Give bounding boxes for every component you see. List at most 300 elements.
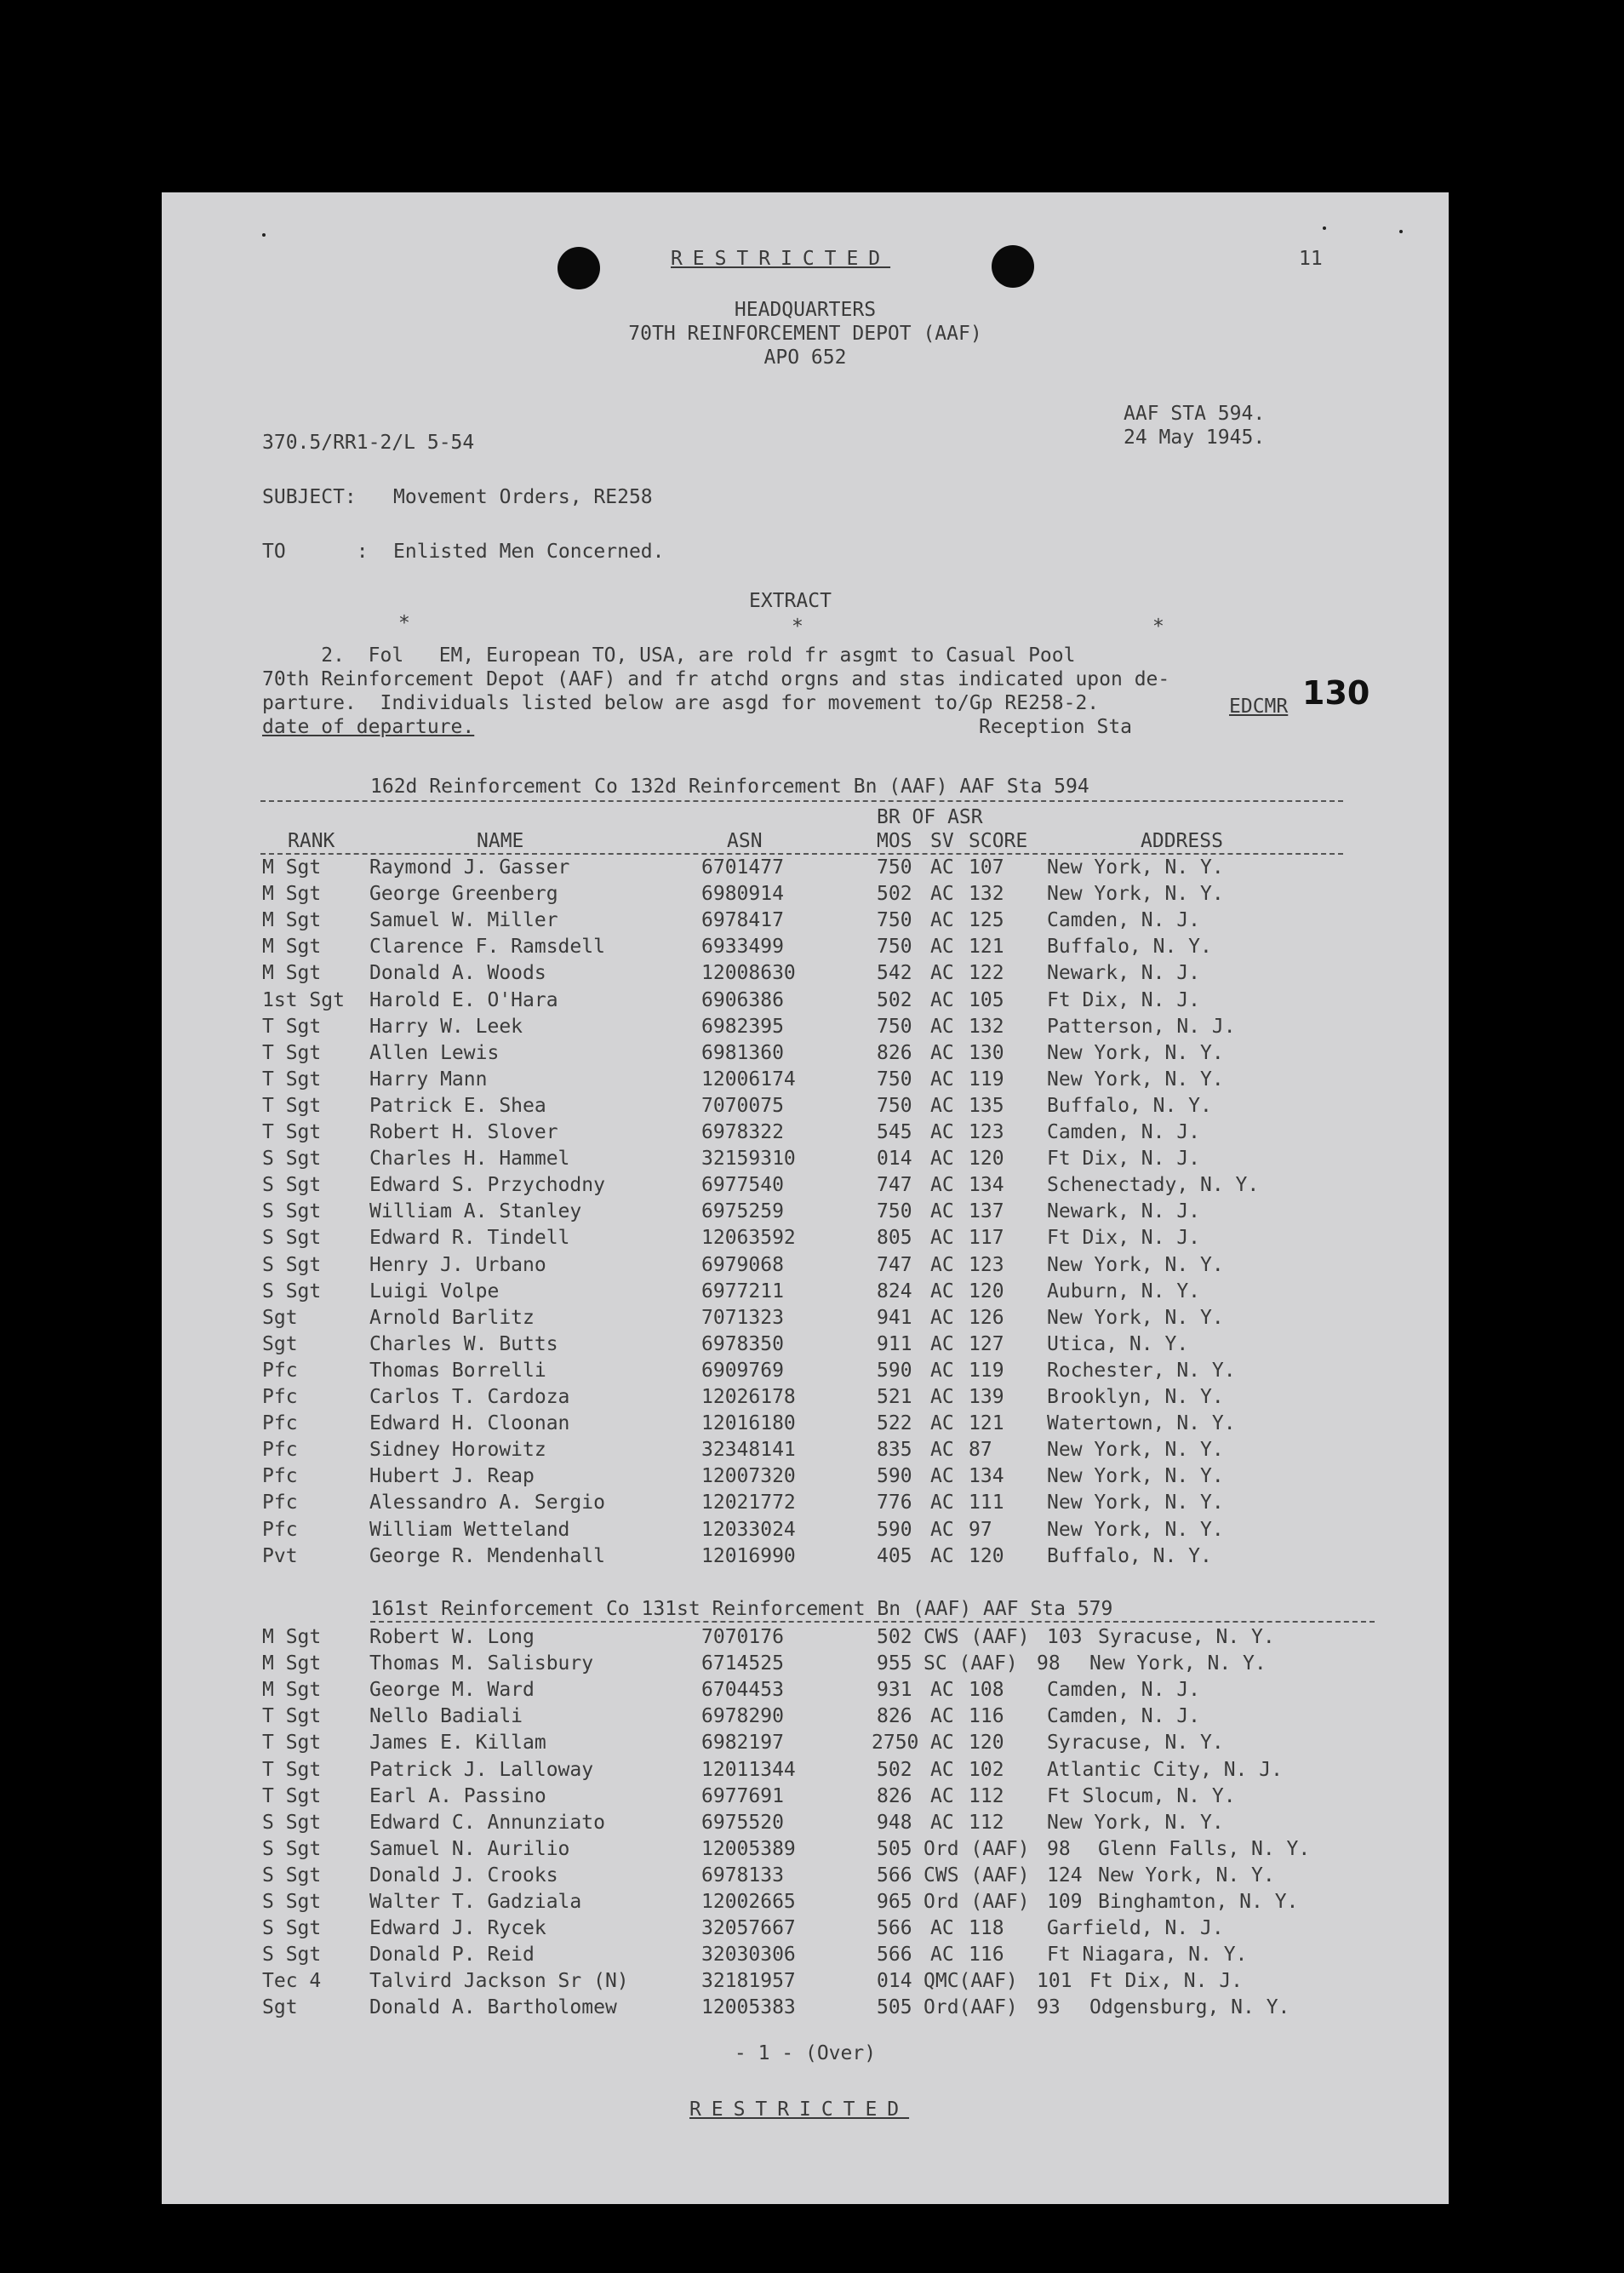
cell-mos: 747 <box>877 1253 912 1276</box>
cell-rank: T Sgt <box>262 1094 322 1117</box>
cell-sv: Ord (AAF) <box>924 1891 1030 1913</box>
cell-name: Luigi Volpe <box>369 1280 500 1303</box>
extract-heading: EXTRACT <box>749 590 832 612</box>
cell-mos: 502 <box>877 1758 912 1781</box>
cell-rank: Pfc <box>262 1491 298 1514</box>
cell-sv: SC (AAF) <box>924 1652 1018 1675</box>
cell-score: 102 <box>969 1758 1004 1781</box>
cell-rank: S Sgt <box>262 1148 322 1171</box>
cell-name: Edward S. Przychodny <box>369 1174 605 1197</box>
cell-mos: 965 <box>877 1891 912 1913</box>
cell-rank: M Sgt <box>262 1652 322 1675</box>
cell-mos: 824 <box>877 1280 912 1303</box>
subject-value: Movement Orders, RE258 <box>393 486 653 508</box>
cell-rank: S Sgt <box>262 1837 322 1860</box>
cell-rank: Sgt <box>262 1996 298 2019</box>
cell-address: Ft Dix, N. J. <box>1089 1970 1244 1993</box>
cell-sv: AC <box>930 1811 954 1834</box>
cell-mos: 405 <box>877 1544 912 1567</box>
cell-asn: 6714525 <box>701 1652 784 1675</box>
punch-hole-right <box>992 245 1034 288</box>
cell-sv: AC <box>930 1465 954 1488</box>
table-row <box>162 1864 1449 1891</box>
cell-name: Harold E. O'Hara <box>369 988 558 1011</box>
cell-score: 127 <box>969 1332 1004 1355</box>
cell-mos: 014 <box>877 1148 912 1171</box>
cell-rank: T Sgt <box>262 1758 322 1781</box>
cell-sv: AC <box>930 1705 954 1728</box>
cell-mos: 014 <box>877 1970 912 1993</box>
unit-line: 70TH REINFORCEMENT DEPOT (AAF) <box>628 323 982 345</box>
cell-address: Buffalo, N. Y. <box>1047 1544 1212 1567</box>
table-row <box>162 1148 1449 1174</box>
cell-address: Utica, N. Y. <box>1047 1332 1189 1355</box>
cell-sv: CWS (AAF) <box>924 1626 1030 1648</box>
cell-sv: AC <box>930 1200 954 1223</box>
table-row <box>162 1016 1449 1042</box>
table-row <box>162 936 1449 962</box>
section-1-title: 162d Reinforcement Co 132d Reinforcement Bn (AAF) AAF Sta 594 <box>370 776 1089 798</box>
cell-name: Robert H. Slover <box>369 1121 558 1143</box>
cell-asn: 12006174 <box>701 1068 796 1091</box>
cell-mos: 502 <box>877 883 912 906</box>
cell-sv: AC <box>930 883 954 906</box>
header-rule <box>260 853 1343 855</box>
cell-name: Alessandro A. Sergio <box>369 1491 605 1514</box>
cell-mos: 502 <box>877 988 912 1011</box>
cell-asn: 32348141 <box>701 1439 796 1462</box>
cell-address: New York, N. Y. <box>1047 1491 1224 1514</box>
cell-sv: AC <box>930 962 954 985</box>
cell-score: 109 <box>1047 1891 1083 1913</box>
cell-score: 93 <box>1037 1996 1061 2019</box>
cell-sv: AC <box>930 1944 954 1967</box>
classification-bottom: RESTRICTED <box>689 2098 910 2121</box>
cell-mos: 750 <box>877 1094 912 1117</box>
cell-name: George Greenberg <box>369 883 558 906</box>
table-row <box>162 1280 1449 1307</box>
cell-asn: 6701477 <box>701 856 784 879</box>
cell-mos: 522 <box>877 1412 912 1435</box>
speck <box>1399 230 1403 233</box>
cell-asn: 6975520 <box>701 1811 784 1834</box>
cell-sv: AC <box>930 1412 954 1435</box>
cell-mos: 931 <box>877 1679 912 1702</box>
cell-rank: Tec 4 <box>262 1970 322 1993</box>
paragraph-line-1: 2. Fol EM, European TO, USA, are rold fr asgmt to Casual Pool <box>262 644 1076 667</box>
cell-asn: 6978133 <box>701 1864 784 1887</box>
cell-sv: AC <box>930 1439 954 1462</box>
cell-name: Patrick J. Lalloway <box>369 1758 594 1781</box>
cell-rank: S Sgt <box>262 1917 322 1940</box>
col-header-asn: ASN <box>727 830 763 852</box>
paragraph-line-3: parture. Individuals listed below are asgd for movement to/Gp RE258-2. <box>262 692 1100 714</box>
cell-address: Camden, N. J. <box>1047 1679 1201 1702</box>
section-2-title: 161st Reinforcement Co 131st Reinforcement Bn (AAF) AAF Sta 579 <box>370 1598 1113 1620</box>
cell-mos: 505 <box>877 1837 912 1860</box>
cell-rank: T Sgt <box>262 1041 322 1064</box>
cell-name: Edward C. Annunziato <box>369 1811 605 1834</box>
apo-line: APO 652 <box>763 346 847 369</box>
cell-asn: 12063592 <box>701 1227 796 1250</box>
cell-address: New York, N. Y. <box>1047 856 1224 879</box>
cell-asn: 12026178 <box>701 1386 796 1408</box>
cell-score: 134 <box>969 1465 1004 1488</box>
cell-sv: AC <box>930 1306 954 1329</box>
cell-name: Raymond J. Gasser <box>369 856 570 879</box>
cell-sv: AC <box>930 1679 954 1702</box>
table-row <box>162 1360 1449 1386</box>
cell-asn: 12008630 <box>701 962 796 985</box>
col-header-name: NAME <box>477 830 524 852</box>
cell-asn: 7070075 <box>701 1094 784 1117</box>
asterisk-1: * <box>398 612 410 634</box>
cell-score: 103 <box>1047 1626 1083 1648</box>
cell-address: Garfield, N. J. <box>1047 1917 1224 1940</box>
table-row <box>162 1679 1449 1705</box>
cell-asn: 6977540 <box>701 1174 784 1197</box>
cell-score: 119 <box>969 1068 1004 1091</box>
table-row <box>162 1626 1449 1652</box>
table-row <box>162 1838 1449 1864</box>
cell-rank: S Sgt <box>262 1227 322 1250</box>
cell-asn: 12021772 <box>701 1491 796 1514</box>
section-1-rule <box>260 800 1343 802</box>
cell-score: 121 <box>969 936 1004 959</box>
cell-address: New York, N. Y. <box>1047 1439 1224 1462</box>
cell-score: 126 <box>969 1306 1004 1329</box>
cell-mos: 750 <box>877 1200 912 1223</box>
cell-rank: T Sgt <box>262 1121 322 1143</box>
cell-mos: 521 <box>877 1386 912 1408</box>
table-row <box>162 1068 1449 1095</box>
cell-mos: 750 <box>877 936 912 959</box>
cell-score: 111 <box>969 1491 1004 1514</box>
cell-sv: AC <box>930 1758 954 1781</box>
table-row <box>162 1095 1449 1121</box>
table-row <box>162 1042 1449 1068</box>
cell-name: Donald A. Woods <box>369 962 546 985</box>
cell-sv: AC <box>930 1015 954 1038</box>
cell-address: Newark, N. J. <box>1047 962 1201 985</box>
cell-name: Thomas M. Salisbury <box>369 1652 594 1675</box>
cell-mos: 776 <box>877 1491 912 1514</box>
cell-rank: Sgt <box>262 1306 298 1329</box>
cell-mos: 835 <box>877 1439 912 1462</box>
cell-name: Samuel W. Miller <box>369 909 558 932</box>
cell-rank: S Sgt <box>262 1811 322 1834</box>
table-row <box>162 1759 1449 1785</box>
to-label: TO : <box>262 541 369 563</box>
cell-sv: Ord(AAF) <box>924 1996 1018 2019</box>
cell-mos: 805 <box>877 1227 912 1250</box>
cell-rank: S Sgt <box>262 1200 322 1223</box>
cell-score: 134 <box>969 1174 1004 1197</box>
cell-asn: 12005383 <box>701 1996 796 2019</box>
cell-score: 116 <box>969 1705 1004 1728</box>
cell-rank: T Sgt <box>262 1705 322 1728</box>
cell-rank: S Sgt <box>262 1864 322 1887</box>
table-row <box>162 1174 1449 1200</box>
cell-mos: 826 <box>877 1041 912 1064</box>
cell-asn: 32159310 <box>701 1148 796 1171</box>
cell-rank: T Sgt <box>262 1015 322 1038</box>
cell-score: 87 <box>969 1439 992 1462</box>
cell-score: 125 <box>969 909 1004 932</box>
table-row <box>162 1970 1449 1996</box>
col-header-address: ADDRESS <box>1141 830 1223 852</box>
hq-line: HEADQUARTERS <box>734 299 877 321</box>
cell-sv: AC <box>930 1227 954 1250</box>
cell-name: Carlos T. Cardoza <box>369 1386 570 1408</box>
col-header-rank: RANK <box>288 830 335 852</box>
date-line: 24 May 1945. <box>1124 427 1266 449</box>
cell-asn: 32030306 <box>701 1944 796 1967</box>
cell-asn: 6979068 <box>701 1253 784 1276</box>
cell-score: 124 <box>1047 1864 1083 1887</box>
cell-name: Patrick E. Shea <box>369 1094 546 1117</box>
cell-sv: AC <box>930 1041 954 1064</box>
cell-score: 123 <box>969 1121 1004 1143</box>
cell-score: 117 <box>969 1227 1004 1250</box>
cell-asn: 6909769 <box>701 1359 784 1382</box>
cell-score: 139 <box>969 1386 1004 1408</box>
cell-name: Allen Lewis <box>369 1041 500 1064</box>
cell-name: Talvird Jackson Sr (N) <box>369 1970 629 1993</box>
cell-score: 112 <box>969 1784 1004 1807</box>
reception-sta-label: Reception Sta <box>979 716 1133 738</box>
cell-name: Samuel N. Aurilio <box>369 1837 570 1860</box>
classification-top: RESTRICTED <box>671 248 891 270</box>
cell-mos: 750 <box>877 856 912 879</box>
table-row <box>162 856 1449 883</box>
cell-name: Sidney Horowitz <box>369 1439 546 1462</box>
cell-rank: S Sgt <box>262 1280 322 1303</box>
cell-name: Harry W. Leek <box>369 1015 523 1038</box>
table-row <box>162 1732 1449 1758</box>
cell-mos: 590 <box>877 1518 912 1541</box>
table-row <box>162 1412 1449 1439</box>
cell-mos: 750 <box>877 1068 912 1091</box>
cell-address: Camden, N. J. <box>1047 1705 1201 1728</box>
cell-mos: 911 <box>877 1332 912 1355</box>
cell-score: 120 <box>969 1280 1004 1303</box>
cell-sv: AC <box>930 1732 954 1755</box>
cell-address: Brooklyn, N. Y. <box>1047 1386 1224 1408</box>
cell-address: Watertown, N. Y. <box>1047 1412 1236 1435</box>
cell-asn: 6978350 <box>701 1332 784 1355</box>
cell-mos: 590 <box>877 1465 912 1488</box>
cell-address: Syracuse, N. Y. <box>1047 1732 1224 1755</box>
cell-sv: AC <box>930 1518 954 1541</box>
cell-asn: 12005389 <box>701 1837 796 1860</box>
cell-name: Arnold Barlitz <box>369 1306 535 1329</box>
cell-rank: Pfc <box>262 1465 298 1488</box>
cell-address: Ft Dix, N. J. <box>1047 1227 1201 1250</box>
cell-sv: CWS (AAF) <box>924 1864 1030 1887</box>
cell-score: 132 <box>969 1015 1004 1038</box>
cell-address: New York, N. Y. <box>1047 1253 1224 1276</box>
cell-mos: 566 <box>877 1944 912 1967</box>
cell-rank: Pfc <box>262 1359 298 1382</box>
cell-sv: AC <box>930 1121 954 1143</box>
cell-rank: 1st Sgt <box>262 988 345 1011</box>
cell-address: New York, N. Y. <box>1047 1306 1224 1329</box>
cell-address: Atlantic City, N. J. <box>1047 1758 1283 1781</box>
cell-name: Thomas Borrelli <box>369 1359 546 1382</box>
cell-name: Donald A. Bartholomew <box>369 1996 617 2019</box>
table-row <box>162 1705 1449 1732</box>
cell-score: 123 <box>969 1253 1004 1276</box>
cell-address: Patterson, N. J. <box>1047 1015 1236 1038</box>
station-line: AAF STA 594. <box>1124 403 1266 425</box>
cell-name: Charles W. Butts <box>369 1332 558 1355</box>
cell-sv: AC <box>930 1917 954 1940</box>
cell-rank: Sgt <box>262 1332 298 1355</box>
cell-sv: AC <box>930 1253 954 1276</box>
table-row <box>162 1545 1449 1572</box>
cell-rank: M Sgt <box>262 856 322 879</box>
cell-score: 101 <box>1037 1970 1072 1993</box>
cell-name: Harry Mann <box>369 1068 488 1091</box>
cell-asn: 12016180 <box>701 1412 796 1435</box>
cell-score: 112 <box>969 1811 1004 1834</box>
table-row <box>162 1307 1449 1333</box>
subject-label: SUBJECT: <box>262 486 357 508</box>
cell-rank: M Sgt <box>262 909 322 932</box>
cell-score: 120 <box>969 1544 1004 1567</box>
table-row <box>162 962 1449 988</box>
cell-address: Buffalo, N. Y. <box>1047 936 1212 959</box>
cell-address: New York, N. Y. <box>1047 1041 1224 1064</box>
cell-asn: 6978290 <box>701 1705 784 1728</box>
cell-asn: 32057667 <box>701 1917 796 1940</box>
cell-rank: S Sgt <box>262 1891 322 1913</box>
cell-mos: 948 <box>877 1811 912 1834</box>
cell-sv: QMC(AAF) <box>924 1970 1018 1993</box>
cell-sv: AC <box>930 1784 954 1807</box>
cell-score: 119 <box>969 1359 1004 1382</box>
table-row <box>162 883 1449 909</box>
cell-address: Ft Dix, N. J. <box>1047 988 1201 1011</box>
cell-sv: AC <box>930 1148 954 1171</box>
cell-score: 132 <box>969 883 1004 906</box>
cell-address: New York, N. Y. <box>1047 1811 1224 1834</box>
cell-name: Robert W. Long <box>369 1626 535 1648</box>
cell-score: 105 <box>969 988 1004 1011</box>
cell-rank: S Sgt <box>262 1174 322 1197</box>
page-footer: - 1 - (Over) <box>734 2042 877 2064</box>
cell-address: Syracuse, N. Y. <box>1098 1626 1275 1648</box>
cell-sv: AC <box>930 1386 954 1408</box>
cell-name: Charles H. Hammel <box>369 1148 570 1171</box>
cell-address: Schenectady, N. Y. <box>1047 1174 1260 1197</box>
cell-asn: 6978322 <box>701 1121 784 1143</box>
cell-asn: 6977691 <box>701 1784 784 1807</box>
cell-mos: 505 <box>877 1996 912 2019</box>
table-row <box>162 1386 1449 1412</box>
cell-address: New York, N. Y. <box>1047 1518 1224 1541</box>
cell-rank: T Sgt <box>262 1732 322 1755</box>
cell-mos: 955 <box>877 1652 912 1675</box>
cell-address: New York, N. Y. <box>1089 1652 1267 1675</box>
cell-address: New York, N. Y. <box>1047 883 1224 906</box>
section-2-rule <box>370 1621 1375 1623</box>
cell-score: 116 <box>969 1944 1004 1967</box>
cell-name: Donald J. Crooks <box>369 1864 558 1887</box>
cell-sv: AC <box>930 1359 954 1382</box>
cell-rank: Pfc <box>262 1518 298 1541</box>
cell-score: 98 <box>1047 1837 1071 1860</box>
cell-asn: 32181957 <box>701 1970 796 1993</box>
document-page <box>162 192 1449 2204</box>
cell-address: Ft Dix, N. J. <box>1047 1148 1201 1171</box>
table-row <box>162 1465 1449 1491</box>
col-header-sv: SV <box>930 830 954 852</box>
cell-sv: AC <box>930 1332 954 1355</box>
cell-rank: M Sgt <box>262 883 322 906</box>
cell-asn: 12033024 <box>701 1518 796 1541</box>
speck <box>1323 226 1326 230</box>
cell-asn: 6982395 <box>701 1015 784 1038</box>
col-header-score: SCORE <box>969 830 1028 852</box>
cell-asn: 6975259 <box>701 1200 784 1223</box>
table-row <box>162 1439 1449 1465</box>
cell-sv: AC <box>930 1174 954 1197</box>
cell-rank: T Sgt <box>262 1068 322 1091</box>
cell-address: Auburn, N. Y. <box>1047 1280 1201 1303</box>
cell-score: 108 <box>969 1679 1004 1702</box>
cell-mos: 941 <box>877 1306 912 1329</box>
cell-score: 130 <box>969 1041 1004 1064</box>
cell-sv: AC <box>930 856 954 879</box>
table-row <box>162 1333 1449 1360</box>
asterisk-2: * <box>792 615 803 638</box>
cell-name: George M. Ward <box>369 1679 535 1702</box>
cell-rank: M Sgt <box>262 1626 322 1648</box>
cell-score: 98 <box>1037 1652 1061 1675</box>
cell-address: New York, N. Y. <box>1047 1465 1224 1488</box>
cell-name: Walter T. Gadziala <box>369 1891 582 1913</box>
cell-mos: 566 <box>877 1917 912 1940</box>
table-row <box>162 1812 1449 1838</box>
paragraph-line-2: 70th Reinforcement Depot (AAF) and fr atchd orgns and stas indicated upon de- <box>262 668 1170 690</box>
cell-mos: 590 <box>877 1359 912 1382</box>
cell-rank: Pvt <box>262 1544 298 1567</box>
cell-name: Edward H. Cloonan <box>369 1412 570 1435</box>
cell-name: Edward R. Tindell <box>369 1227 570 1250</box>
table-row <box>162 909 1449 936</box>
cell-name: William Wetteland <box>369 1518 570 1541</box>
cell-name: Donald P. Reid <box>369 1944 535 1967</box>
col-header-mos: MOS <box>877 830 912 852</box>
cell-score: 137 <box>969 1200 1004 1223</box>
cell-mos: 566 <box>877 1864 912 1887</box>
table-row <box>162 1200 1449 1227</box>
cell-address: Rochester, N. Y. <box>1047 1359 1236 1382</box>
cell-mos: 545 <box>877 1121 912 1143</box>
cell-address: New York, N. Y. <box>1047 1068 1224 1091</box>
cell-name: George R. Mendenhall <box>369 1544 605 1567</box>
cell-asn: 6981360 <box>701 1041 784 1064</box>
asterisk-3: * <box>1152 615 1164 638</box>
cell-rank: T Sgt <box>262 1784 322 1807</box>
cell-address: New York, N. Y. <box>1098 1864 1275 1887</box>
cell-score: 120 <box>969 1732 1004 1755</box>
table-row <box>162 989 1449 1016</box>
table-row <box>162 1652 1449 1679</box>
to-value: Enlisted Men Concerned. <box>393 541 665 563</box>
